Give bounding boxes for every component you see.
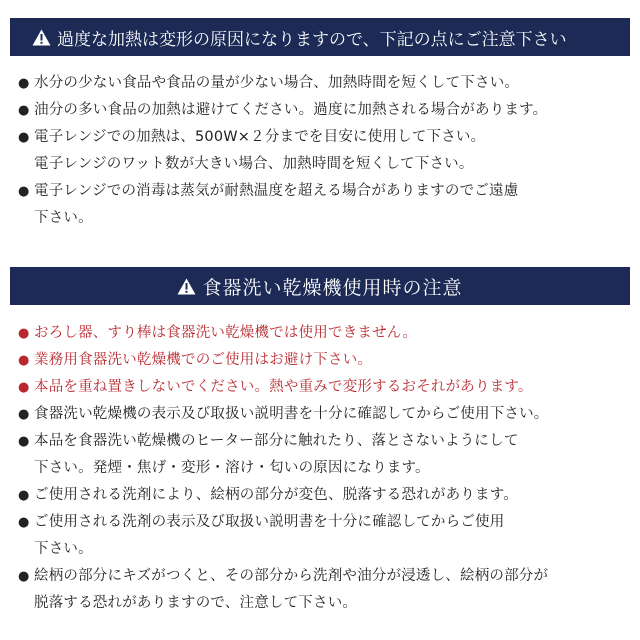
list-item xyxy=(18,347,630,374)
bullet-icon: ● xyxy=(18,569,30,584)
list-item-text: 業務用食器洗い乾燥機でのご使用はお避け下さい。 xyxy=(34,352,373,368)
banner-title: 過度な加熱は変形の原因になりますので、下記の点にご注意下さい xyxy=(57,29,567,50)
list-item-text: 電子レンジでの加熱は、500W×２分までを目安に使用して下さい。 xyxy=(34,129,486,145)
overheating-caution-list xyxy=(18,70,630,232)
warning-triangle-icon xyxy=(177,278,196,295)
dishwasher-caution-list xyxy=(18,320,630,617)
list-item-text: 下さい。発煙・焦げ・変形・溶け・匂いの原因になります。 xyxy=(34,460,430,476)
list-item-text: おろし器、すり棒は食器洗い乾燥機では使用できません。 xyxy=(34,325,418,341)
list-item xyxy=(18,178,630,232)
bullet-icon: ● xyxy=(18,130,30,145)
list-item-text: 電子レンジのワット数が大きい場合、加熱時間を短くして下さい。 xyxy=(34,156,474,172)
bullet-icon: ● xyxy=(18,380,30,395)
list-item xyxy=(18,401,630,428)
list-item-text: 絵柄の部分にキズがつくと、その部分から洗剤や油分が浸透し、絵柄の部分が xyxy=(34,568,549,584)
list-item-text: ご使用される洗剤により、絵柄の部分が変色、脱落する恐れがあります。 xyxy=(34,487,518,503)
bullet-icon: ● xyxy=(18,407,30,422)
list-item xyxy=(18,482,630,509)
list-item-text: 本品を食器洗い乾燥機のヒーター部分に触れたり、落とさないようにして xyxy=(34,433,519,449)
list-item-text: 油分の多い食品の加熱は避けてください。過度に加熱される場合があります。 xyxy=(34,102,548,118)
bullet-icon: ● xyxy=(18,184,30,199)
list-item xyxy=(18,124,630,178)
bullet-icon: ● xyxy=(18,76,30,91)
header-banner-overheating xyxy=(10,18,630,56)
list-item xyxy=(18,563,630,617)
list-item xyxy=(18,97,630,124)
list-item xyxy=(18,320,630,347)
list-item-text: 本品を重ね置きしないでください。熱や重みで変形するおそれがあります。 xyxy=(34,379,533,395)
list-item xyxy=(18,509,630,563)
list-item xyxy=(18,428,630,482)
list-item-text: 水分の少ない食品や食品の量が少ない場合、加熱時間を短くして下さい。 xyxy=(34,75,520,91)
list-item xyxy=(18,70,630,97)
bullet-icon: ● xyxy=(18,434,30,449)
list-item-text: ご使用される洗剤の表示及び取扱い説明書を十分に確認してからご使用 xyxy=(34,514,505,530)
bullet-icon: ● xyxy=(18,353,30,368)
bullet-icon: ● xyxy=(18,326,30,341)
banner-title: 食器洗い乾燥機使用時の注意 xyxy=(202,276,463,299)
list-item-text: 食器洗い乾燥機の表示及び取扱い説明書を十分に確認してからご使用下さい。 xyxy=(34,406,549,422)
header-banner-dishwasher xyxy=(10,267,630,305)
bullet-icon: ● xyxy=(18,488,30,503)
bullet-icon: ● xyxy=(18,103,30,118)
list-item-text: 脱落する恐れがありますので、注意して下さい。 xyxy=(34,595,358,611)
list-item-text: 下さい。 xyxy=(34,210,93,226)
bullet-icon: ● xyxy=(18,515,30,530)
list-item xyxy=(18,374,630,401)
list-item-text: 電子レンジでの消毒は蒸気が耐熱温度を超える場合がありますのでご遠慮 xyxy=(34,183,519,199)
warning-triangle-icon xyxy=(32,29,51,46)
list-item-text: 下さい。 xyxy=(34,541,93,557)
